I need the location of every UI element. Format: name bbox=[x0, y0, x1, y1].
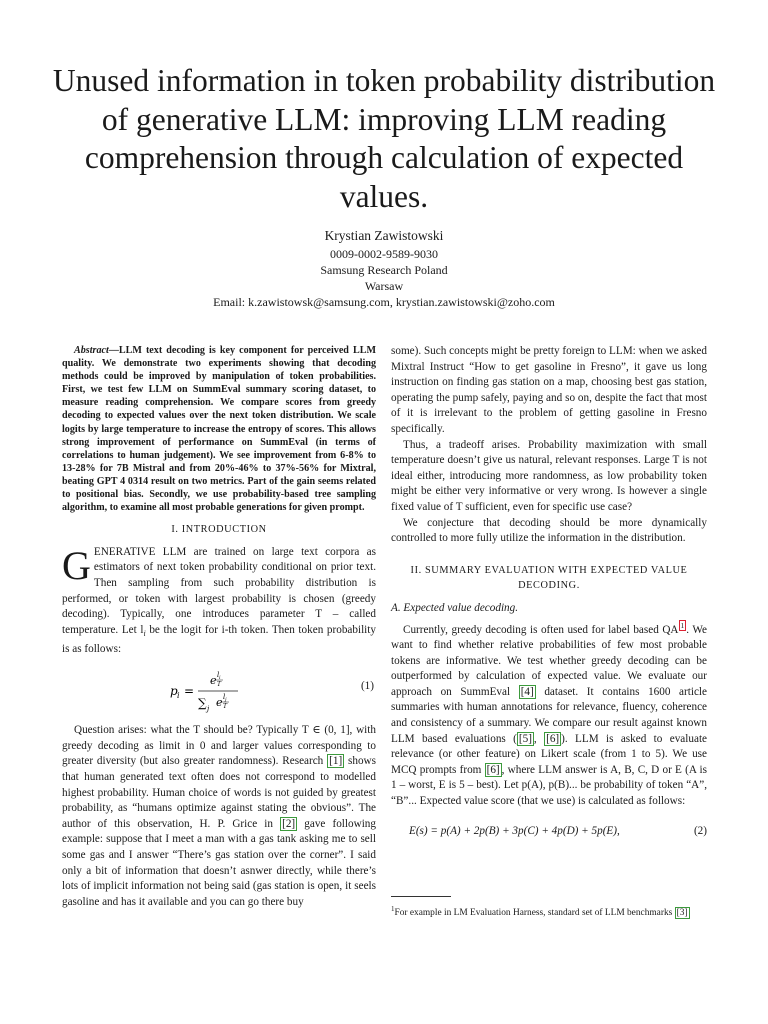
svg-text:e: e bbox=[210, 674, 217, 688]
svg-text:T: T bbox=[217, 681, 222, 689]
svg-text:T: T bbox=[223, 703, 228, 711]
dropcap-letter: G bbox=[62, 542, 91, 588]
equation-2-number: (2) bbox=[693, 824, 707, 837]
right-paragraph-2: Thus, a tradeoff arises. Probability maximization with small temperature doesn’t give us natural, relevant responses. Large T is not ideal either, introducing more randomness, as low probability token might be either very informative or very wrong. Is however a single fixed value of T sufficient, even for specific use case? bbox=[391, 438, 707, 513]
citation-link[interactable]: [6] bbox=[546, 732, 560, 745]
footnote-mark: 1 bbox=[391, 905, 395, 913]
equation-2 bbox=[391, 824, 707, 846]
intro-paragraph-2: Question arises: what the T should be? Typically T ∈ (0, 1], with greedy decoding as limit in 0 and larger values corresponding to greater diversity (but also greater randomness). Research [1] shows that human generated text often does not correspond to modelled highest probability. Human choice of words is not guided by greatest probability, as “humans optimize against stating the obvious”. The author of this observation, H. P. Grice in [2] gave following example: suppose that I meet a man with a gas tank asking me to sell some gas and I answer “There’s gas station over the corner”. I said only a bit of information that doesn’t asnwer directly, while there’s lots of implicit information not being said (gas station is open, it seels gasoline and has it available and you can go there buy bbox=[62, 724, 376, 908]
footnote-link[interactable]: 1 bbox=[680, 620, 685, 630]
section-heading-summary-evaluation: II. SUMMARY EVALUATION WITH EXPECTED VALUE DECODING. bbox=[410, 564, 688, 592]
equation-1-number: (1) bbox=[360, 680, 374, 693]
svg-text:j: j bbox=[207, 705, 210, 714]
right-paragraph-1: some). Such concepts might be pretty foreign to LLM: when we asked Mixtral Instruct “How to get gasoline in Fresno”, it gave us long instruction on finding gas station on a map, choosing best gas station, operating the pump safely, paying and so on, despite the fact that most of it is irrelevant to the problem of getting gasoline in Fresno specifically. bbox=[391, 345, 707, 435]
section-heading-introduction: I. INTRODUCTION bbox=[171, 524, 267, 536]
author-name: Krystian Zawistowski bbox=[324, 228, 444, 243]
svg-text:e: e bbox=[216, 696, 223, 710]
footnote-rule bbox=[391, 896, 451, 897]
intro-paragraph-1: GENERATIVE LLM are trained on large text corpora as estimators of next token probability conditional on prior text. Then sampling from such probability distribution is performed, or token with largest probability is chosen (greedy decoding). Typically, one introduces parameter T – called temperature. Let $l_i$ be the logit for i-th token. Then token probability is as follows: bbox=[62, 542, 376, 655]
abstract-text: —LLM text decoding is key component for perceived LLM quality. We demonstrate two experiments showing that decoding methods could be improved by manipulation of token probabilities. First, we test few LLM on SummEval summary scoring dataset, to measure reading comprehension. We compare scores from greedy decoding to expected values over the next token distribution. We scale logits by large temperature to increase the entropy of scores. This allows strong improvement of performance on SummEval (in terms of correlations to human judgement). We see improvement from 6-8% to 13-28% for 7B Mistral and from 20%-46% to 37%-56% for Mixtral, beating GPT 4 0314 result on two metrics. Part of the gain seems related to positional bias. Secondly, we use probability-based tree sampling algorithm, to examine all most probable generations for given prompt. bbox=[62, 345, 376, 514]
svg-text:p: p bbox=[170, 684, 178, 699]
svg-text:i: i bbox=[219, 675, 221, 682]
citation-link[interactable]: [1] bbox=[329, 755, 343, 768]
left-column bbox=[62, 344, 376, 910]
author-orcid: 0009-0002-9589-9030 bbox=[330, 247, 438, 261]
citation-link[interactable]: [5] bbox=[518, 732, 532, 745]
svg-text:l: l bbox=[223, 693, 226, 702]
svg-text:=: = bbox=[184, 684, 195, 699]
right-column bbox=[391, 344, 707, 858]
footnote bbox=[391, 903, 707, 920]
svg-text:∑: ∑ bbox=[198, 696, 207, 711]
abstract-lead: Abstract bbox=[74, 345, 109, 356]
author-email: Email: k.zawistowsk@samsung.com, krystian.zawistowski@zoho.com bbox=[213, 295, 555, 309]
footnote-text: For example in LM Evaluation Harness, standard set of LLM benchmarks bbox=[394, 908, 675, 919]
right-paragraph-3: We conjecture that decoding should be more dynamically controlled to more fully utilize the information in the distribution. bbox=[391, 516, 707, 545]
equation-1 bbox=[62, 669, 376, 714]
citation-link[interactable]: [6] bbox=[486, 763, 500, 776]
equation-2-formula: E(s) = p(A) + 2p(B) + 3p(C) + 4p(D) + 5p(E), bbox=[409, 824, 620, 837]
softmax-formula bbox=[170, 669, 260, 713]
citation-link[interactable]: [4] bbox=[520, 685, 534, 698]
citation-link[interactable]: [3] bbox=[676, 908, 688, 919]
svg-text:j: j bbox=[225, 697, 227, 704]
right-paragraph-4: Currently, greedy decoding is often used for label based QA $^1$ . We want to find whether relative probabilities of few most probable tokens are informative. We test whether greedy decoding can be outperformed by calculation of expected value. We evaluate our approach on SummEval [4] dataset. It contains 1600 article summaries with human annotations for relevance, fluency, coherence and consistency of a summary. We compare our result against known LLM based evaluations ( [5] , [6] ). LLM is asked to evaluate relevance (or other feature) on Likert scale (from 1 to 5). We use MCQ prompts from [6] , where LLM answer is A, B, C, D or E (A is 1 – worst, E is 5 – best). Let p(A), p(B)... be probability of token “A”, “B”... Expected value score (that we use) is calculated as follows: bbox=[391, 620, 708, 808]
author-affiliation: Samsung Research Poland bbox=[320, 263, 448, 277]
abstract bbox=[62, 344, 376, 514]
paper-title: Unused information in token probability distribution of generative LLM: improving LLM reading comprehension through calculation of expected values. bbox=[52, 63, 716, 214]
equation-1-formula bbox=[170, 669, 260, 719]
subsection-heading-expected-value: A. Expected value decoding. bbox=[391, 601, 519, 614]
author-city: Warsaw bbox=[364, 279, 404, 293]
svg-text:i: i bbox=[177, 691, 180, 701]
author-block bbox=[0, 227, 768, 310]
svg-text:l: l bbox=[217, 671, 220, 680]
citation-link[interactable]: [2] bbox=[282, 817, 296, 830]
